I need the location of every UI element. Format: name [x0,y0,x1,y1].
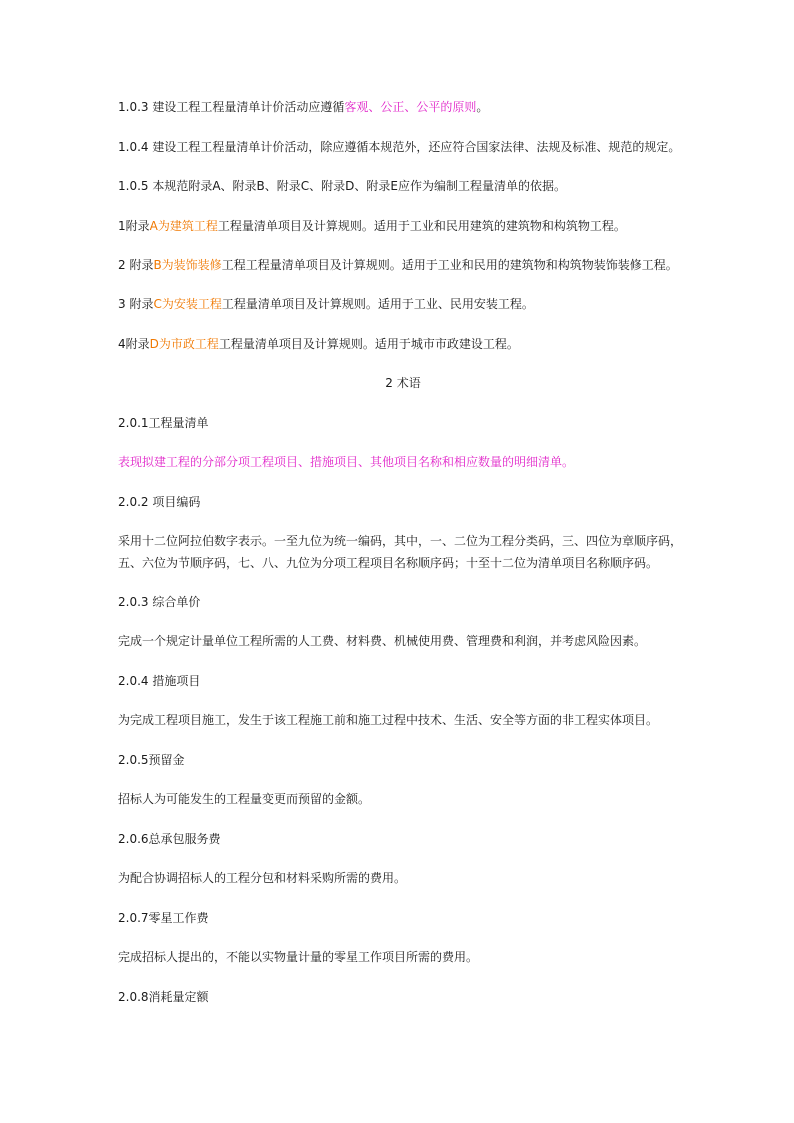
clause-end: 。 [476,100,489,114]
appendix-a-item [118,215,688,237]
appendix-desc: 工程量清单项目及计算规则。适用于工业和民用建筑的建筑物和构筑物工程。 [217,219,626,233]
term-2-0-2-heading: 2.0.2 项目编码 [118,495,201,509]
term-2-0-5-definition: 招标人为可能发生的工程量变更而预留的金额。 [118,792,371,806]
appendix-c-item [118,293,688,315]
term-2-0-1-heading: 2.0.1工程量清单 [118,416,209,430]
clause-1-0-5: 1.0.5 本规范附录A、附录B、附录C、附录D、附录E应作为编制工程量清单的依据。 [118,179,566,193]
appendix-label: 2 附录 [118,258,154,272]
term-2-0-1-definition: 表现拟建工程的分部分项工程项目、措施项目、其他项目名称和相应数量的明细清单。 [118,455,575,469]
clause-text: 1.0.3 建设工程工程量清单计价活动应遵循 [118,100,345,114]
term-2-0-6-heading: 2.0.6总承包服务费 [118,832,221,846]
appendix-label: 1附录 [118,219,150,233]
highlight-principles: 客观、公正、公平的原则 [344,100,477,114]
appendix-highlight: B为装饰装修 [153,258,222,272]
term-2-0-7-definition: 完成招标人提出的，不能以实物量计量的零星工作项目所需的费用。 [118,950,479,964]
term-2-0-3-heading: 2.0.3 综合单价 [118,595,201,609]
section-2-heading: 2 术语 [385,376,421,390]
appendix-highlight: D为市政工程 [149,337,219,351]
clause-1-0-4: 1.0.4 建设工程工程量清单计价活动，除应遵循本规范外，还应符合国家法律、法规及标准、规范的规定。 [118,140,681,154]
appendix-d-item [118,333,688,355]
term-2-0-7-heading: 2.0.7零星工作费 [118,911,209,925]
appendix-desc: 工程量清单项目及计算规则。适用于工业、民用安装工程。 [221,297,534,311]
appendix-label: 3 附录 [118,297,154,311]
appendix-highlight: A为建筑工程 [149,219,218,233]
appendix-desc: 工程工程量清单项目及计算规则。适用于工业和民用的建筑物和构筑物装饰装修工程。 [221,258,678,272]
term-2-0-5-heading: 2.0.5预留金 [118,753,185,767]
clause-1-0-3 [118,96,688,118]
appendix-desc: 工程量清单项目及计算规则。适用于城市市政建设工程。 [218,337,519,351]
term-2-0-4-definition: 为完成工程项目施工，发生于该工程施工前和施工过程中技术、生活、安全等方面的非工程实体项目。 [118,713,659,727]
term-2-0-4-heading: 2.0.4 措施项目 [118,674,201,688]
term-2-0-3-definition: 完成一个规定计量单位工程所需的人工费、材料费、机械使用费、管理费和利润，并考虑风险因素。 [118,634,647,648]
appendix-b-item [118,254,688,276]
term-2-0-2-definition: 采用十二位阿拉伯数字表示。一至九位为统一编码，其中，一、二位为工程分类码，三、四位为章顺序码，五、六位为节顺序码，七、八、九位为分项工程项目名称顺序码；十至十二位为清单项目名称顺序码。 [118,534,683,570]
term-2-0-8-heading: 2.0.8消耗量定额 [118,990,209,1004]
appendix-label: 4附录 [118,337,150,351]
term-2-0-6-definition: 为配合协调招标人的工程分包和材料采购所需的费用。 [118,871,407,885]
appendix-highlight: C为安装工程 [153,297,222,311]
